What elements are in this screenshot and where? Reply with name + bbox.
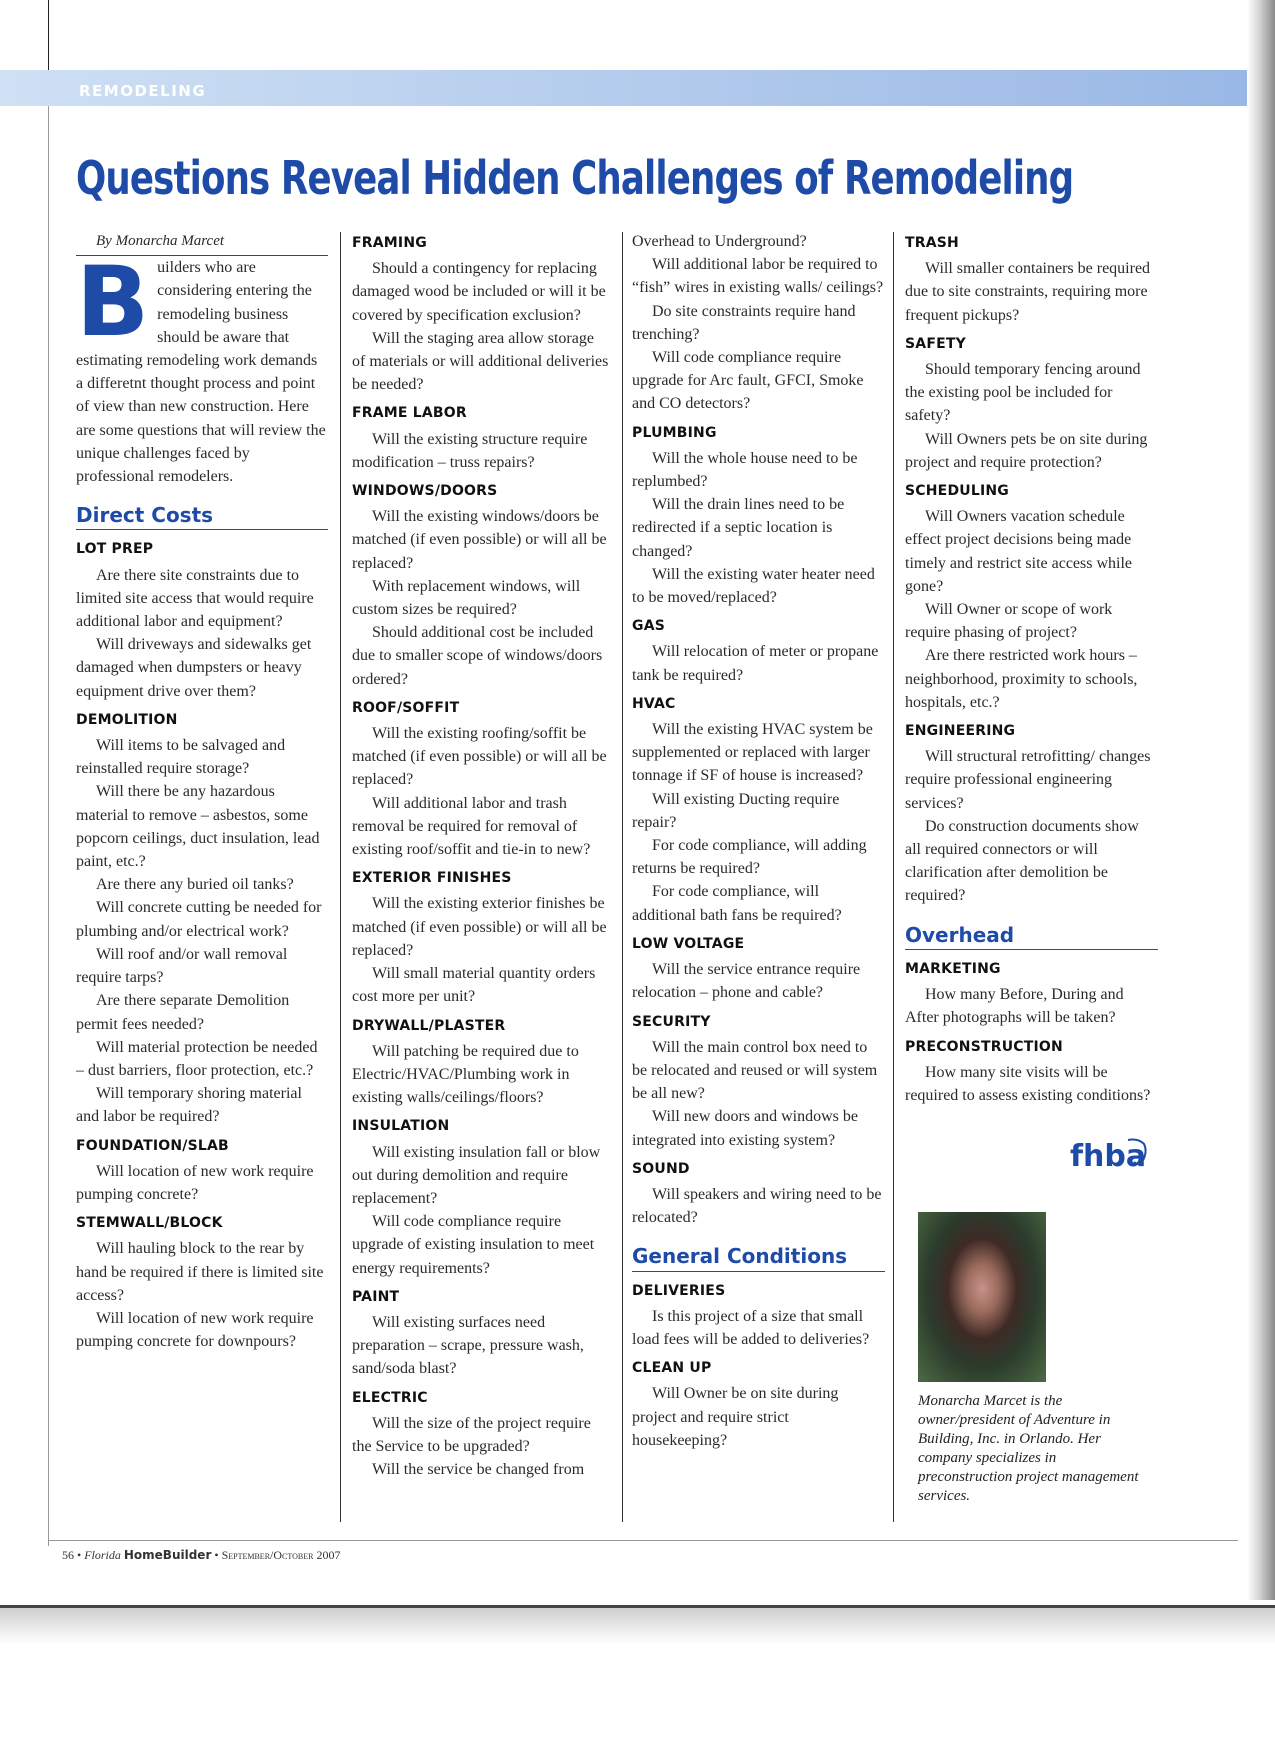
column-1: [76, 230, 328, 1353]
column-2: [352, 230, 610, 1481]
heading-deliveries: DELIVERIES: [632, 1282, 726, 1299]
heading-engineering: ENGINEERING: [905, 723, 1016, 740]
page-number: 56: [62, 1548, 74, 1562]
paragraph: Will the existing roofing/soffit be matched (if even possible) or will all be replaced?: [352, 725, 607, 789]
paragraph: Will driveways and sidewalks get damaged when dumpsters or heavy equipment drive over them?: [76, 636, 312, 700]
paragraph: Are there separate Demolition permit fees needed?: [76, 992, 290, 1033]
column-3: [632, 230, 885, 1452]
paragraph: Will Owner or scope of work require phasing of project?: [905, 601, 1113, 642]
heading-exterior-finishes: EXTERIOR FINISHES: [352, 870, 512, 887]
paragraph: Will small material quantity orders cost more per unit?: [352, 965, 596, 1006]
paragraph: Are there site constraints due to limited site access that would require additional labor and equipment?: [76, 566, 314, 631]
paragraph: Will existing surfaces need preparation – scrape, pressure wash, sand/soda blast?: [352, 1313, 584, 1378]
footer-separator: •: [77, 1548, 82, 1562]
paragraph: Will relocation of meter or propane tank be required?: [632, 643, 879, 684]
paragraph: Will the main control box need to be relocated and reused or will system be all new?: [632, 1038, 878, 1103]
dropcap: B: [76, 246, 150, 359]
heading-windows-doors: WINDOWS/DOORS: [352, 483, 498, 500]
paragraph: Are there restricted work hours – neighborhood, proximity to schools, hospitals, etc.?: [905, 647, 1138, 711]
left-rule: [48, 106, 49, 1546]
magazine-brand: HomeBuilder: [123, 1548, 212, 1562]
fhba-logo-icon: [1068, 1132, 1150, 1174]
heading-gas: GAS: [632, 618, 666, 635]
paragraph: Will the service entrance require relocation – phone and cable?: [632, 961, 861, 1002]
paragraph: Will smaller containers be required due to site constraints, requiring more frequent pickups?: [905, 260, 1151, 324]
paragraph: Will the whole house need to be replumbed?: [632, 449, 858, 491]
heading-lot-prep: LOT PREP: [76, 541, 154, 558]
paragraph: Should a contingency for replacing damaged wood be included or will it be covered by specification exclusion?: [352, 260, 606, 324]
paragraph: Overhead to Underground?: [632, 233, 807, 250]
paragraph: Will the drain lines need to be redirected if a septic location is changed?: [632, 496, 845, 560]
paragraph: Should temporary fencing around the existing pool be included for safety?: [905, 361, 1141, 425]
paragraph: Will roof and/or wall removal require tarps?: [76, 945, 288, 987]
heading-plumbing: PLUMBING: [632, 424, 717, 441]
paragraph: Will temporary shoring material and labor be required?: [76, 1085, 302, 1126]
magazine-prefix: Florida: [84, 1548, 121, 1562]
heading-marketing: MARKETING: [905, 960, 1001, 977]
paragraph: Will patching be required due to Electric/HVAC/Plumbing work in existing walls/ceilings/floors?: [352, 1042, 579, 1107]
section-direct-costs: Direct Costs: [76, 504, 328, 530]
paragraph: For code compliance, will adding returns be required?: [632, 837, 867, 878]
footer-separator: •: [214, 1548, 219, 1562]
issue-date: September/October 2007: [221, 1548, 341, 1562]
paragraph: With replacement windows, will custom sizes be required?: [352, 577, 581, 619]
paragraph: Will the staging area allow storage of materials or will additional deliveries be needed?: [352, 329, 609, 394]
paragraph: Will location of new work require pumping concrete?: [76, 1162, 314, 1203]
byline: By Monarcha Marcet: [76, 230, 328, 256]
page-shadow: [0, 1608, 1275, 1644]
heading-drywall-plaster: DRYWALL/PLASTER: [352, 1017, 506, 1034]
heading-trash: TRASH: [905, 235, 959, 251]
paragraph: How many site visits will be required to assess existing conditions?: [905, 1063, 1151, 1104]
paragraph: Will Owners pets be on site during project and require protection?: [905, 430, 1148, 471]
heading-insulation: INSULATION: [352, 1118, 450, 1135]
section-overhead: Overhead: [905, 924, 1158, 950]
paragraph: Will speakers and wiring need to be relocated?: [632, 1185, 882, 1227]
intro-text: uilders who are considering entering the remodeling business should be aware that estimating remodeling work demands a differetnt thought process and point of view than new construction. Here are some questions that will review the unique challenges faced by professional remodelers.: [76, 259, 326, 486]
paragraph: For code compliance, will additional bath fans be required?: [632, 883, 842, 924]
heading-safety: SAFETY: [905, 335, 966, 352]
heading-demolition: DEMOLITION: [76, 711, 178, 728]
paragraph: Will the service be changed from: [372, 1461, 585, 1479]
paragraph: Will additional labor be required to “fish” wires in existing walls/ ceilings?: [632, 256, 884, 297]
heading-paint: PAINT: [352, 1288, 400, 1305]
paragraph: Will code compliance require upgrade of existing insulation to meet energy requirements?: [352, 1213, 595, 1277]
paragraph: Will existing Ducting require repair?: [632, 790, 840, 831]
column-divider: [622, 232, 623, 1522]
column-divider: [340, 232, 341, 1522]
paragraph: Will the existing structure require modification – truss repairs?: [352, 430, 588, 471]
paragraph: Will the existing HVAC system be supplemented or replaced with larger tonnage if SF of house is increased?: [632, 721, 873, 785]
paragraph: How many Before, During and After photographs will be taken?: [905, 986, 1124, 1027]
section-general-conditions: General Conditions: [632, 1245, 885, 1271]
heading-clean-up: CLEAN UP: [632, 1360, 712, 1377]
heading-frame-labor: FRAME LABOR: [352, 405, 467, 422]
paragraph: Will Owner be on site during project and require strict housekeeping?: [632, 1385, 839, 1449]
paragraph: Should additional cost be included due to smaller scope of windows/doors ordered?: [352, 624, 603, 688]
section-label: REMODELING: [79, 82, 207, 100]
paragraph: Will new doors and windows be integrated into existing system?: [632, 1108, 858, 1149]
heading-preconstruction: PRECONSTRUCTION: [905, 1038, 1063, 1055]
paragraph: Will the existing water heater need to be moved/replaced?: [632, 565, 875, 607]
author-photo: [918, 1212, 1046, 1382]
paragraph: Is this project of a size that small load fees will be added to deliveries?: [632, 1307, 870, 1348]
paragraph: Do site constraints require hand trenching?: [632, 302, 856, 343]
heading-stemwall: STEMWALL/BLOCK: [76, 1215, 223, 1232]
paragraph: Will code compliance require upgrade for Arc fault, GFCI, Smoke and CO detectors?: [632, 349, 864, 413]
scan-edge-top: [48, 0, 49, 70]
heading-roof-soffit: ROOF/SOFFIT: [352, 699, 460, 716]
paragraph: Will existing insulation fall or blow out during demolition and require replacement?: [352, 1143, 601, 1207]
scan-edge-right: [1247, 0, 1275, 1600]
heading-hvac: HVAC: [632, 695, 676, 712]
heading-scheduling: SCHEDULING: [905, 483, 1009, 500]
paragraph: Will hauling block to the rear by hand be required if there is limited site access?: [76, 1240, 324, 1304]
heading-framing: FRAMING: [352, 235, 427, 251]
paragraph: Will material protection be needed – dust barriers, floor protection, etc.?: [76, 1038, 318, 1079]
heading-security: SECURITY: [632, 1013, 711, 1030]
paragraph: Are there any buried oil tanks?: [96, 876, 294, 894]
footer-rule: [48, 1540, 1238, 1541]
paragraph: Do construction documents show all required connectors or will clarification after demolition be required?: [905, 817, 1139, 905]
paragraph: Will Owners vacation schedule effect project decisions being made timely and restrict site access while gone?: [905, 508, 1133, 595]
heading-foundation: FOUNDATION/SLAB: [76, 1137, 229, 1154]
page-footer: [62, 1548, 340, 1563]
heading-electric: ELECTRIC: [352, 1389, 428, 1406]
paragraph: Will structural retrofitting/ changes require professional engineering services?: [905, 748, 1151, 812]
intro-paragraph: [76, 246, 328, 488]
heading-low-voltage: LOW VOLTAGE: [632, 935, 745, 952]
paragraph: Will items to be salvaged and reinstalled require storage?: [76, 737, 286, 778]
paragraph: Will concrete cutting be needed for plumbing and/or electrical work?: [76, 899, 322, 940]
paragraph: Will location of new work require pumping concrete for downpours?: [76, 1309, 314, 1351]
author-caption: Monarcha Marcet is the owner/president of Adventure in Building, Inc. in Orlando. Her company specializes in preconstruction project management services.: [918, 1393, 1139, 1504]
paragraph: Will the existing windows/doors be matched (if even possible) or will all be replaced?: [352, 508, 607, 572]
logo-text: fhba: [1070, 1139, 1147, 1174]
paragraph: Will additional labor and trash removal be required for removal of existing roof/soffit and tie-in to new?: [352, 794, 591, 859]
column-divider: [893, 232, 894, 1522]
paragraph: Will there be any hazardous material to remove – asbestos, some popcorn ceilings, duct insulation, lead paint, etc.?: [76, 783, 320, 871]
heading-sound: SOUND: [632, 1160, 690, 1177]
article-title: Questions Reveal Hidden Challenges of Remodeling: [76, 151, 1074, 205]
paragraph: Will the existing exterior finishes be matched (if even possible) or will all be replaced?: [352, 895, 607, 959]
paragraph: Will the size of the project require the Service to be upgraded?: [352, 1414, 591, 1455]
column-4: [905, 230, 1158, 1107]
